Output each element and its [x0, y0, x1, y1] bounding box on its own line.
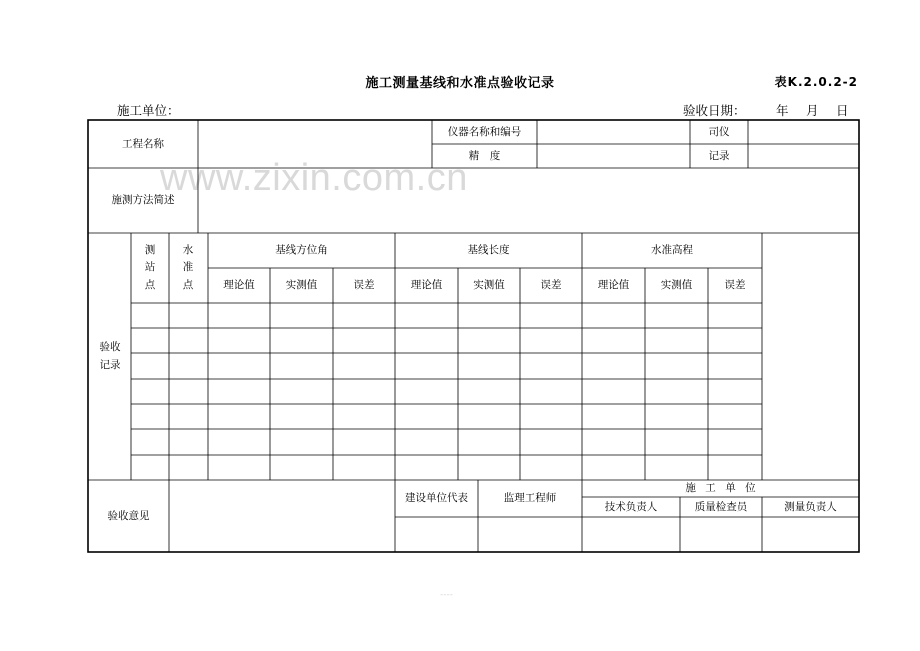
instrument-label: 仪器名称和编号	[447, 125, 522, 138]
elevation-error-header: 误差	[724, 279, 746, 292]
form-code: 表K.2.0.2-2	[774, 75, 858, 89]
recorder-label: 记录	[708, 149, 730, 162]
baseline-length-header: 基线长度	[467, 244, 510, 257]
calibration-label: 司仪	[708, 125, 730, 138]
elevation-theoretical-header: 理论值	[597, 279, 630, 292]
precision-label: 精 度	[468, 149, 501, 162]
supervisor-engineer-label: 监理工程师	[503, 492, 557, 505]
benchmark-header: 水准点	[182, 244, 194, 291]
baseline-azimuth-header: 基线方位角	[275, 244, 328, 257]
quality-inspector-label: 质量检查员	[694, 500, 748, 513]
construction-unit-header: 施工单位	[685, 482, 766, 495]
owner-representative-label: 建设单位代表	[405, 492, 468, 505]
date-month-label: 月	[806, 103, 819, 118]
form-title: 施工测量基线和水准点验收记录	[365, 76, 555, 91]
survey-lead-label: 测量负责人	[784, 500, 837, 513]
azimuth-error-header: 误差	[353, 279, 375, 292]
project-name-label: 工程名称	[122, 137, 164, 150]
watermark: www.zixin.com.cn	[160, 157, 468, 199]
survey-method-label: 施测方法简述	[111, 194, 175, 207]
length-measured-header: 实测值	[473, 279, 505, 292]
station-point-header: 测站点	[144, 244, 156, 291]
date-day-label: 日	[836, 103, 849, 118]
azimuth-measured-header: 实测值	[285, 279, 318, 292]
tech-lead-label: 技术负责人	[604, 500, 658, 513]
acceptance-opinion-label: 验收意见	[107, 509, 150, 522]
benchmark-elevation-header: 水准高程	[651, 244, 693, 257]
acceptance-date-label: 验收日期：	[683, 103, 746, 118]
acceptance-record-label: 验收记录	[99, 341, 121, 371]
date-year-label: 年	[776, 103, 789, 118]
length-theoretical-header: 理论值	[410, 279, 443, 292]
elevation-measured-header: 实测值	[660, 279, 693, 292]
construction-unit-label: 施工单位：	[117, 103, 180, 118]
footer-mark: ----	[440, 590, 453, 600]
azimuth-theoretical-header: 理论值	[223, 279, 255, 292]
length-error-header: 误差	[540, 279, 562, 292]
